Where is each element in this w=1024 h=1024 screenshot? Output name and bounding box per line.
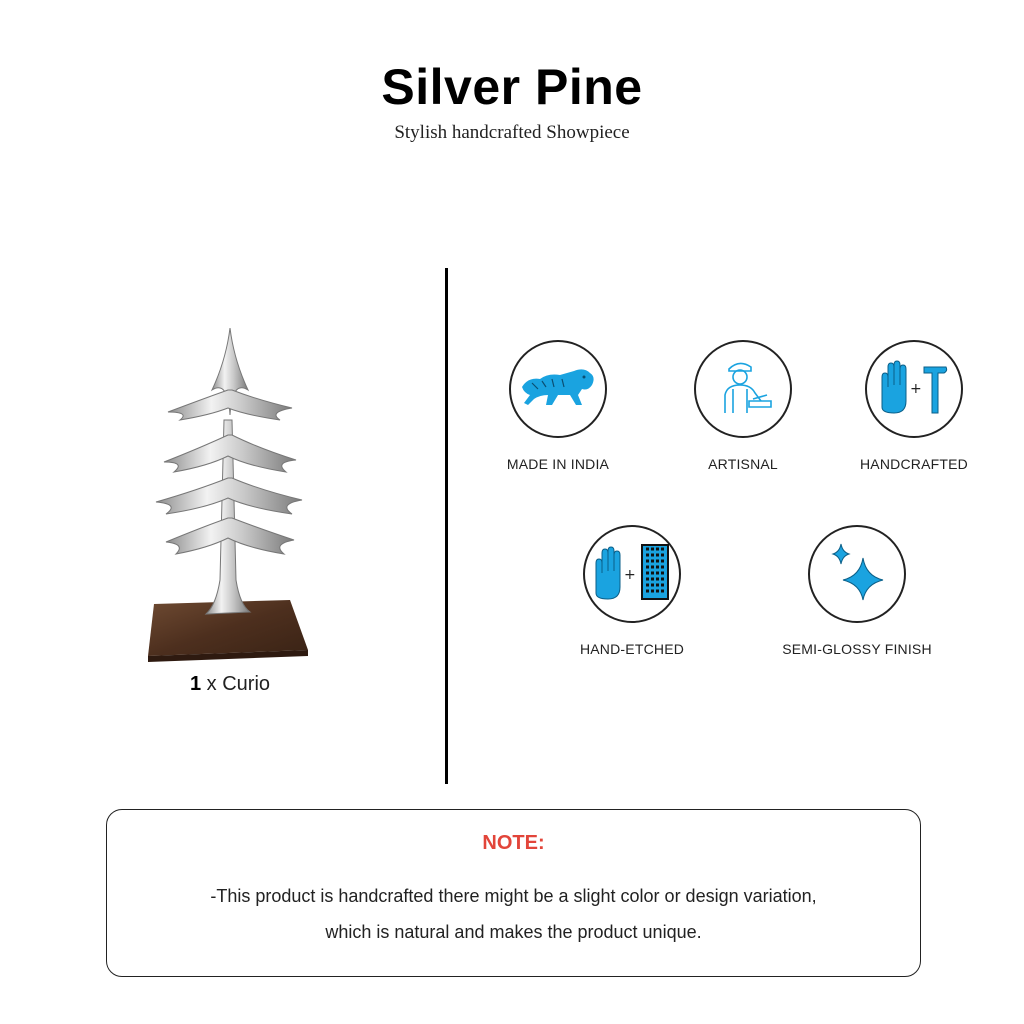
note-box: [106, 809, 921, 977]
artisan-icon: [711, 355, 775, 424]
product-quantity: [140, 673, 320, 696]
feature-icon-circle: [694, 340, 792, 438]
product-image: [140, 320, 320, 665]
feature-label: SEMI-GLOSSY FINISH: [782, 641, 932, 657]
feature-label: MADE IN INDIA: [506, 456, 610, 472]
lion-icon: [518, 365, 598, 414]
feature-icon-circle: [808, 525, 906, 623]
feature-hand-etched: [547, 525, 717, 657]
hand-hammer-icon: [874, 357, 954, 422]
feature-artisnal: [658, 340, 828, 472]
feature-icon-circle: [583, 525, 681, 623]
svg-text:+: +: [910, 380, 922, 397]
feature-label: HAND-ETCHED: [579, 641, 685, 657]
note-title: NOTE:: [482, 832, 545, 854]
feature-label: HANDCRAFTED: [860, 456, 968, 472]
quantity-number: 1: [189, 673, 202, 695]
feature-icon-circle: [865, 340, 963, 438]
feature-handcrafted: [829, 340, 999, 472]
quantity-text: x Curio: [201, 673, 271, 695]
feature-icon-circle: [509, 340, 607, 438]
sparkle-icon: [825, 540, 889, 609]
feature-made-in-india: [473, 340, 643, 472]
page-subtitle: Stylish handcrafted Showpiece: [394, 122, 630, 143]
hand-etching-icon: [590, 541, 674, 608]
vertical-divider: [445, 268, 448, 784]
page-title: Silver Pine: [381, 59, 643, 115]
note-text-line-2: which is natural and makes the product unique.: [325, 922, 702, 942]
note-text-line-1: -This product is handcrafted there might be a slight color or design variation,: [210, 886, 817, 906]
feature-label: ARTISNAL: [708, 456, 778, 472]
svg-text:+: +: [624, 566, 636, 583]
feature-semi-glossy-finish: [772, 525, 942, 657]
